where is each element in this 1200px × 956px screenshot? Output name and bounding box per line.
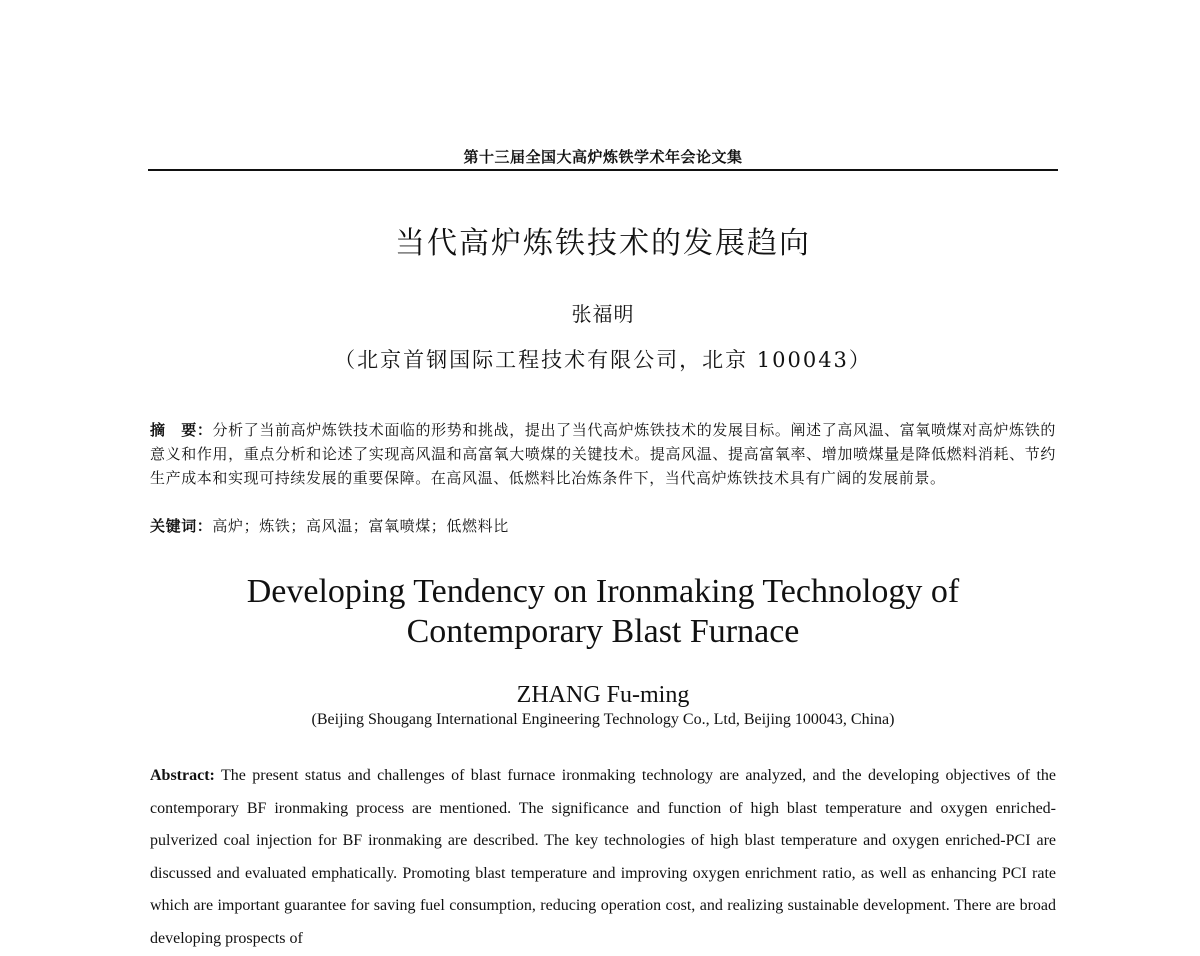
- abstract-label-english: Abstract:: [150, 767, 215, 784]
- abstract-label-chinese: 摘 要：: [150, 421, 213, 439]
- paper-title-english: [148, 572, 1058, 652]
- keywords-chinese: [150, 514, 1056, 538]
- affiliation-chinese: （北京首钢国际工程技术有限公司，北京 100043）: [334, 348, 872, 372]
- abstract-text-chinese: 分析了当前高炉炼铁技术面临的形势和挑战，提出了当代高炉炼铁技术的发展目标。阐述了高风温、富氧喷煤对高炉炼铁的意义和作用，重点分析和论述了实现高风温和高富氧大喷煤的关键技术。提高风温、提高富氧率、增加喷煤量是降低燃料消耗、节约生产成本和实现可持续发展的重要保障。在高风温、低燃料比冶炼条件下，当代高炉炼铁技术具有广阔的发展前景。: [150, 421, 1056, 487]
- abstract-english: [150, 760, 1056, 956]
- affiliation-english: (Beijing Shougang International Engineering Technology Co., Ltd, Beijing 100043, China): [311, 711, 895, 728]
- paper-title-english-line1: Developing Tendency on Ironmaking Technology of: [246, 573, 960, 610]
- author-chinese: 张福明: [571, 302, 635, 326]
- author-english: ZHANG Fu-ming: [516, 682, 690, 708]
- keywords-label-chinese: 关键词：: [150, 517, 213, 535]
- abstract-chinese: [150, 418, 1056, 490]
- abstract-text-english: The present status and challenges of blast furnace ironmaking technology are analyzed, and the developing objectives of the contemporary BF ironmaking process are mentioned. The significance and function of high blast temperature and oxygen enriched-pulverized coal injection for BF ironmaking are described. The key technologies of high blast temperature and oxygen enriched-PCI are discussed and evaluated emphatically. Promoting blast temperature and improving oxygen enrichment ratio, as well as enhancing PCI rate which are important guarantee for saving fuel consumption, reducing operation cost, and realizing sustainable development. There are broad developing prospects of: [150, 767, 1056, 947]
- keywords-text-chinese: 高炉；炼铁；高风温；富氧喷煤；低燃料比: [212, 517, 509, 535]
- header-rule: [148, 169, 1058, 171]
- running-header: 第十三届全国大高炉炼铁学术年会论文集: [463, 148, 743, 166]
- paper-title-chinese: 当代高炉炼铁技术的发展趋向: [395, 226, 811, 261]
- paper-title-english-line2: Contemporary Blast Furnace: [406, 613, 800, 650]
